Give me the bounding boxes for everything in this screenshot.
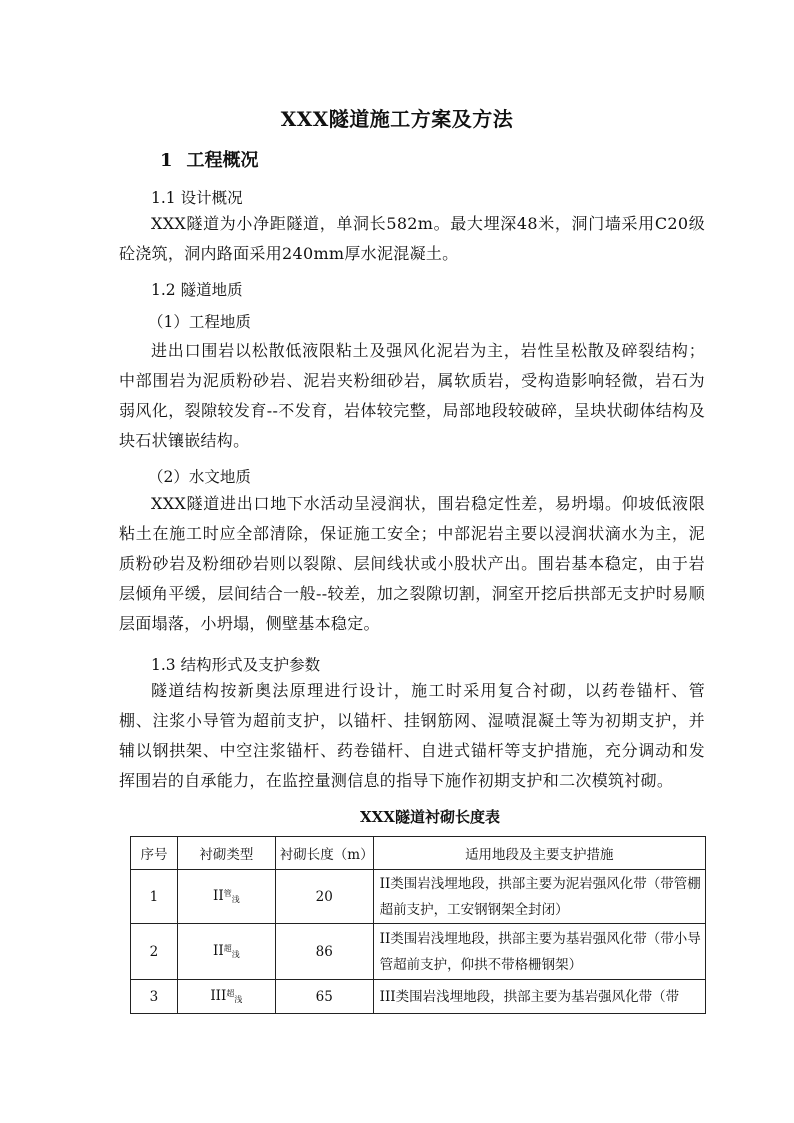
table-row xyxy=(131,980,706,1014)
table-header-row xyxy=(131,837,706,870)
header-type: 衬砌类型 xyxy=(177,837,275,870)
cell-no: 2 xyxy=(131,924,178,980)
paragraph-design-overview: XXX隧道为小净距隧道，单洞长582m。最大埋深48米，洞门墙采用C20级砼浇筑，洞内路面采用240mm厚水泥混凝土。 xyxy=(119,214,705,263)
section-label: 工程概况 xyxy=(186,150,259,171)
type-sup: 超 xyxy=(226,989,235,998)
subsection-heading-engineering-geology: （1）工程地质 xyxy=(148,313,251,331)
subsection-heading-1-2: 1.2 隧道地质 xyxy=(151,281,243,299)
cell-no: 1 xyxy=(131,870,178,924)
cell-length: 86 xyxy=(275,924,373,980)
type-sub: 浅 xyxy=(234,995,243,1004)
cell-desc: III类围岩浅埋地段，拱部主要为基岩强风化带（带 xyxy=(373,980,705,1014)
header-length: 衬砌长度（m） xyxy=(275,837,373,870)
document-title: XXX隧道施工方案及方法 xyxy=(280,107,514,131)
table-row xyxy=(131,870,706,924)
subsection-heading-1-1: 1.1 设计概况 xyxy=(151,189,243,207)
paragraph-hydrogeology: XXX隧道进出口地下水活动呈浸润状，围岩稳定性差，易坍塌。仰坡低液限粘土在施工时应全部清除，保证施工安全；中部泥岩主要以浸润状滴水为主，泥质粉砂岩及粉细砂岩则以裂隙、层间线状或小股状产出。围岩基本稳定，由于岩层倾角平缓，层间结合一般--较差，加之裂隙切割，洞室开挖后拱部无支护时易顺层面塌落，小坍塌，侧壁基本稳定。 xyxy=(119,494,705,633)
paragraph-structure-support: 隧道结构按新奥法原理进行设计，施工时采用复合衬砌，以药卷锚杆、管棚、注浆小导管为超前支护，以锚杆、挂钢筋网、湿喷混凝土等为初期支护，并辅以钢拱架、中空注浆锚杆、药卷锚杆、自进式锚杆等支护措施，充分调动和发挥围岩的自承能力，在监控量测信息的指导下施作初期支护和二次模筑衬砌。 xyxy=(119,681,705,790)
cell-type xyxy=(177,870,275,924)
section-heading-1 xyxy=(160,146,259,172)
header-no: 序号 xyxy=(131,837,178,870)
type-main: III xyxy=(210,988,227,1004)
table-row xyxy=(131,924,706,980)
section-number: 1 xyxy=(160,150,173,171)
type-sup: 超 xyxy=(223,944,232,953)
table-caption: XXX隧道衬砌长度表 xyxy=(360,808,500,826)
subsection-heading-hydrogeology: （2）水文地质 xyxy=(148,468,251,486)
subsection-heading-1-3: 1.3 结构形式及支护参数 xyxy=(151,656,321,674)
cell-no: 3 xyxy=(131,980,178,1014)
cell-desc: II类围岩浅埋地段，拱部主要为基岩强风化带（带小导管超前支护，仰拱不带格栅钢架） xyxy=(373,924,705,980)
cell-length: 20 xyxy=(275,870,373,924)
lining-length-table xyxy=(130,836,706,1014)
cell-type xyxy=(177,924,275,980)
header-desc: 适用地段及主要支护措施 xyxy=(373,837,705,870)
type-main: II xyxy=(213,888,224,904)
cell-desc: II类围岩浅埋地段，拱部主要为泥岩强风化带（带管棚超前支护，工安钢钢架全封闭） xyxy=(373,870,705,924)
type-main: II xyxy=(213,943,224,959)
type-sup: 管 xyxy=(223,889,232,898)
cell-length: 65 xyxy=(275,980,373,1014)
cell-type xyxy=(177,980,275,1014)
paragraph-engineering-geology: 进出口围岩以松散低液限粘土及强风化泥岩为主，岩性呈松散及碎裂结构；中部围岩为泥质粉砂岩、泥岩夹粉细砂岩，属软质岩，受构造影响轻微，岩石为弱风化，裂隙较发育--不发育，岩体较完整，局部地段较破碎，呈块状砌体结构及块石状镶嵌结构。 xyxy=(119,341,705,450)
type-sub: 浅 xyxy=(231,950,240,959)
type-sub: 浅 xyxy=(231,895,240,904)
